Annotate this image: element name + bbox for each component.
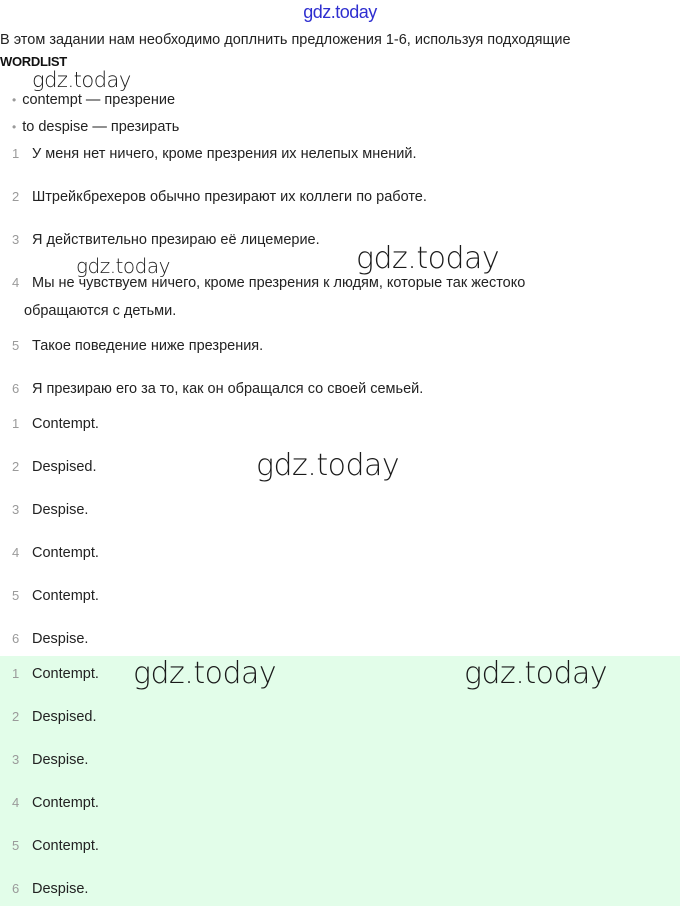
wordlist-item bbox=[12, 119, 179, 135]
watermark: gdz.today bbox=[356, 241, 500, 276]
answer-text: Despise. bbox=[32, 631, 89, 647]
answer-text: Contempt. bbox=[32, 666, 99, 682]
answer-text: Despise. bbox=[32, 752, 89, 768]
sentence-text: Штрейкбрехеров обычно презирают их коллеги по работе. bbox=[32, 189, 427, 205]
sentence-item bbox=[12, 189, 427, 205]
sentence-text: Мы не чувствуем ничего, кроме презрения к людям, которые так жестоко bbox=[32, 275, 526, 291]
item-number: 5 bbox=[12, 588, 20, 603]
highlighted-answer-item bbox=[12, 838, 99, 854]
answer-text: Despise. bbox=[32, 502, 89, 518]
sentence-text: Такое поведение ниже презрения. bbox=[32, 338, 264, 354]
highlighted-answer-item bbox=[12, 795, 99, 811]
sentence-item bbox=[12, 232, 320, 248]
item-number: 5 bbox=[12, 338, 20, 353]
item-number: 4 bbox=[12, 795, 20, 810]
answer-text: Despised. bbox=[32, 459, 97, 475]
highlighted-answers-block bbox=[0, 656, 680, 906]
highlighted-answer-item bbox=[12, 881, 88, 897]
answer-item bbox=[12, 416, 99, 432]
sentence-text: У меня нет ничего, кроме презрения их нелепых мнений. bbox=[32, 146, 417, 162]
sentence-item bbox=[12, 381, 423, 397]
item-number: 1 bbox=[12, 666, 20, 681]
answer-text: Contempt. bbox=[32, 545, 99, 561]
answer-text: Contempt. bbox=[32, 416, 99, 432]
highlighted-answer-item bbox=[12, 666, 99, 682]
sentence-continuation: обращаются с детьми. bbox=[24, 303, 177, 319]
answer-text: Contempt. bbox=[32, 795, 99, 811]
bullet-dot-icon: • bbox=[12, 120, 17, 134]
wordlist-item bbox=[12, 92, 175, 108]
answer-item bbox=[12, 631, 88, 647]
watermark: gdz.today bbox=[76, 254, 170, 278]
item-number: 1 bbox=[12, 416, 20, 431]
watermark: gdz.today bbox=[464, 656, 608, 691]
sentence-text: Я презираю его за то, как он обращался со своей семьей. bbox=[32, 381, 424, 397]
bullet-dot-icon: • bbox=[12, 93, 17, 107]
answer-item bbox=[12, 545, 99, 561]
answer-text: Contempt. bbox=[32, 838, 99, 854]
item-number: 2 bbox=[12, 189, 20, 204]
item-number: 3 bbox=[12, 752, 20, 767]
sentence-item bbox=[12, 146, 417, 162]
answer-text: Despised. bbox=[32, 709, 97, 725]
item-number: 2 bbox=[12, 709, 20, 724]
task-intro: В этом задании нам необходимо доплнить предложения 1-6, используя подходящие bbox=[0, 32, 571, 48]
item-number: 2 bbox=[12, 459, 20, 474]
site-header-logo[interactable]: gdz.today bbox=[303, 2, 377, 22]
answer-item bbox=[12, 459, 96, 475]
watermark: gdz.today bbox=[133, 656, 277, 691]
item-number: 3 bbox=[12, 502, 20, 517]
item-number: 5 bbox=[12, 838, 20, 853]
sentence-text: Я действительно презираю её лицемерие. bbox=[32, 232, 320, 248]
wordlist-item-text: to despise — презирать bbox=[22, 119, 180, 135]
item-number: 1 bbox=[12, 146, 20, 161]
item-number: 6 bbox=[12, 381, 20, 396]
item-number: 6 bbox=[12, 881, 20, 896]
item-number: 4 bbox=[12, 275, 20, 290]
item-number: 6 bbox=[12, 631, 20, 646]
item-number: 4 bbox=[12, 545, 20, 560]
answer-text: Despise. bbox=[32, 881, 89, 897]
wordlist-title: WORDLIST bbox=[0, 54, 67, 69]
answer-item bbox=[12, 588, 99, 604]
watermark: gdz.today bbox=[256, 448, 400, 483]
answer-item bbox=[12, 502, 88, 518]
watermark: gdz.today bbox=[32, 68, 131, 92]
wordlist-item-text: contempt — презрение bbox=[22, 92, 176, 108]
item-number: 3 bbox=[12, 232, 20, 247]
highlighted-answer-item bbox=[12, 709, 96, 725]
highlighted-answer-item bbox=[12, 752, 88, 768]
sentence-item bbox=[12, 338, 263, 354]
answer-text: Contempt. bbox=[32, 588, 99, 604]
